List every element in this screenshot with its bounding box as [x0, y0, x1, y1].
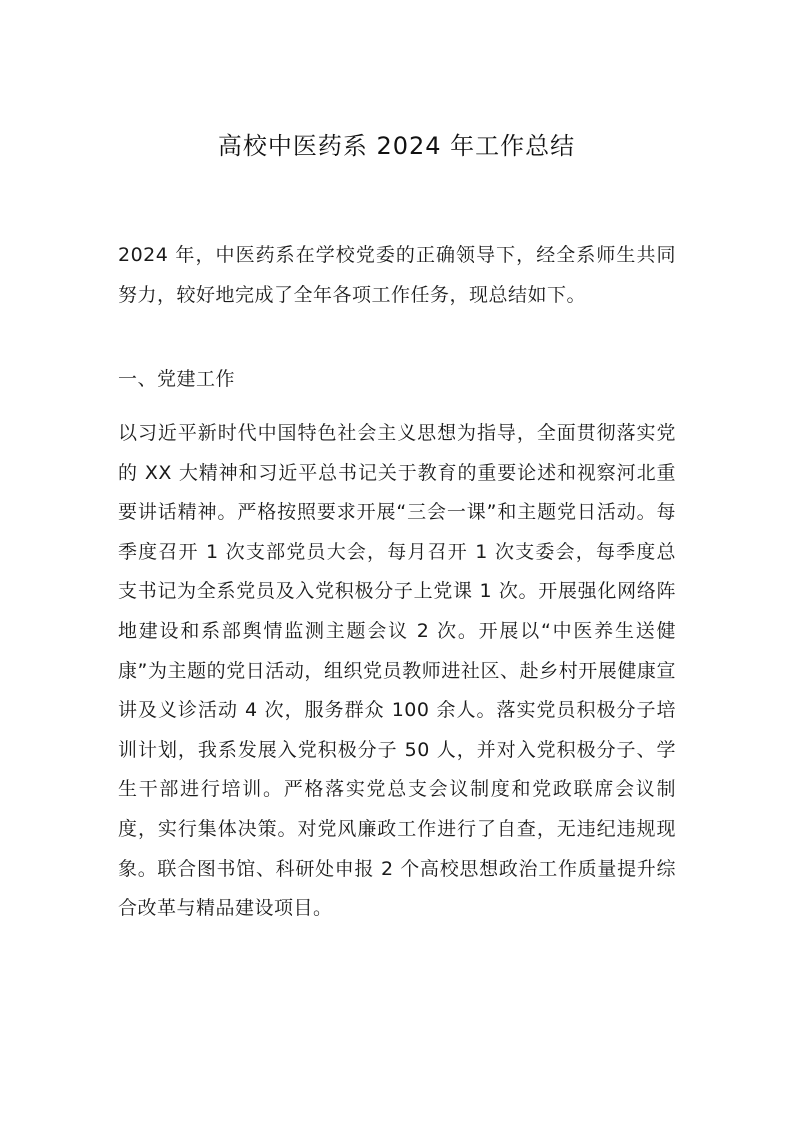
section-body-party-building: 以习近平新时代中国特色社会主义思想为指导，全面贯彻落实党的 XX 大精神和习近平总书记关于教育的重要论述和视察河北重要讲话精神。严格按照要求开展“三会一课”和主题党日活动。每季度召开 1 次支部党员大会，每月召开 1 次支委会，每季度总支书记为全系党员及入党积极分子上党课 1 次。开展强化网络阵地建设和系部舆情监测主题会议 2 次。开展以“中医养生送健康”为主题的党日活动，组织党员教师进社区、赴乡村开展健康宣讲及义诊活动 4 次，服务群众 100 余人。落实党员积极分子培训计划，我系发展入党积极分子 50 人，并对入党积极分子、学生干部进行培训。严格落实党总支会议制度和党政联席会议制度，实行集体决策。对党风廉政工作进行了自查，无违纪违规现象。联合图书馆、科研处申报 2 个高校思想政治工作质量提升综合改革与精品建设项目。 [118, 422, 676, 920]
document-title: 高校中医药系 2024 年工作总结 [217, 132, 576, 160]
section-heading-party-building: 一、党建工作 [118, 368, 236, 390]
intro-paragraph: 2024 年，中医药系在学校党委的正确领导下，经全系师生共同努力，较好地完成了全年各项工作任务，现总结如下。 [118, 244, 676, 306]
